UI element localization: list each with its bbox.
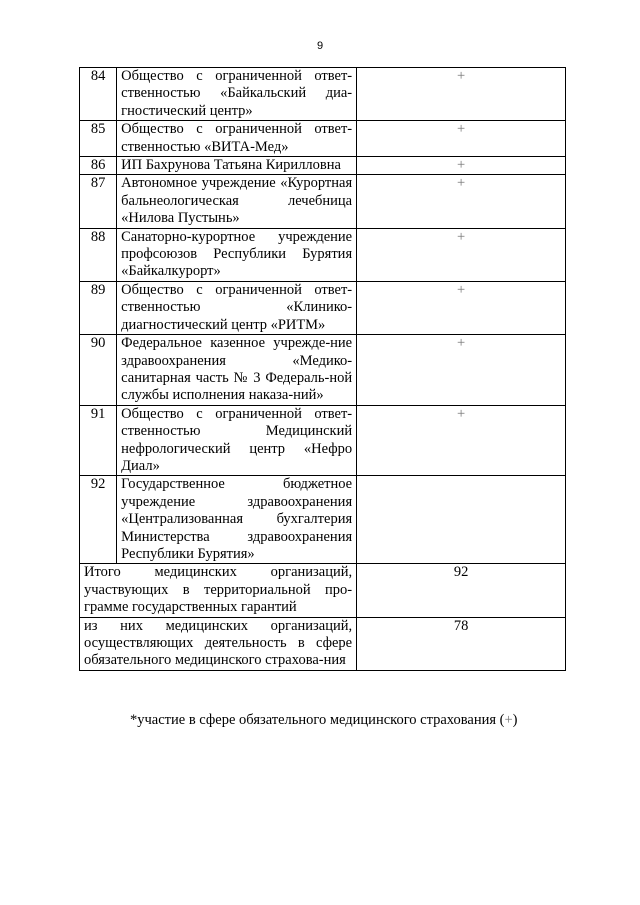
row-number: 92	[80, 476, 117, 564]
oms-participation-mark: +	[357, 175, 566, 228]
table-row	[80, 68, 566, 121]
oms-total-label: из них медицинских организаций, осуществляющих деятельность в сфере обязательного медицинского страхова-ния	[80, 617, 357, 670]
organization-name: Общество с ограниченной ответ-ственностью «ВИТА-Мед»	[117, 121, 357, 157]
oms-participation-mark: +	[357, 281, 566, 334]
table-row	[80, 175, 566, 228]
organization-name: Общество с ограниченной ответ-ственностью «Байкальский диа-гностический центр»	[117, 68, 357, 121]
table-row	[80, 121, 566, 157]
organization-name: ИП Бахрунова Татьяна Кирилловна	[117, 157, 357, 175]
table-row	[80, 476, 566, 564]
oms-total-value: 78	[357, 617, 566, 670]
total-label: Итого медицинских организаций, участвующих в территориальной про-грамме государственных гарантий	[80, 564, 357, 617]
page-number: 9	[316, 40, 324, 52]
total-value: 92	[357, 564, 566, 617]
row-number: 89	[80, 281, 117, 334]
totals-row	[80, 617, 566, 670]
table-row	[80, 157, 566, 175]
organization-name: Санаторно-курортное учреждение профсоюзов Республики Бурятия «Байкалкурорт»	[117, 228, 357, 281]
organization-name: Общество с ограниченной ответ-ственностью «Клинико-диагностический центр «РИТМ»	[117, 281, 357, 334]
row-number: 85	[80, 121, 117, 157]
organization-name: Общество с ограниченной ответ-ственностью Медицинский нефрологический центр «Нефро Диал»	[117, 405, 357, 476]
oms-participation-mark: +	[357, 405, 566, 476]
table-row	[80, 281, 566, 334]
oms-participation-mark: +	[357, 68, 566, 121]
oms-participation-mark: +	[357, 335, 566, 406]
row-number: 90	[80, 335, 117, 406]
organization-name: Государственное бюджетное учреждение здравоохранения «Централизованная бухгалтерия Министерства здравоохранения Республики Бурятия»	[117, 476, 357, 564]
table-row	[80, 405, 566, 476]
organizations-table	[79, 67, 566, 671]
table-row	[80, 335, 566, 406]
row-number: 91	[80, 405, 117, 476]
totals-row	[80, 564, 566, 617]
row-number: 84	[80, 68, 117, 121]
row-number: 88	[80, 228, 117, 281]
plus-symbol: +	[504, 712, 513, 728]
oms-participation-mark: +	[357, 121, 566, 157]
oms-participation-mark: +	[357, 157, 566, 175]
footnote	[130, 712, 518, 729]
oms-participation-mark: +	[357, 228, 566, 281]
table-row	[80, 228, 566, 281]
oms-participation-mark	[357, 476, 566, 564]
footnote-text: *участие в сфере обязательного медицинского страхования (	[130, 712, 505, 728]
row-number: 87	[80, 175, 117, 228]
organization-name: Автономное учреждение «Курортная бальнеологическая лечебница «Нилова Пустынь»	[117, 175, 357, 228]
footnote-close: )	[512, 712, 518, 728]
row-number: 86	[80, 157, 117, 175]
organization-name: Федеральное казенное учрежде-ние здравоохранения «Медико-санитарная часть № 3 Федераль-ной службы исполнения наказа-ний»	[117, 335, 357, 406]
